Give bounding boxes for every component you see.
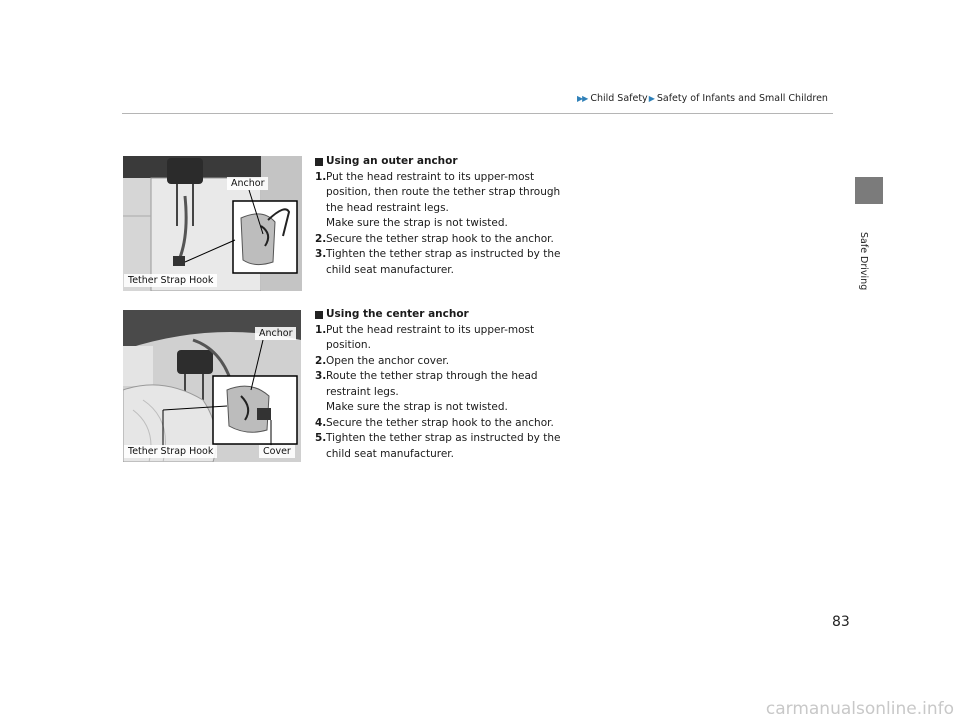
cover-callout: Cover (259, 445, 295, 458)
section-bullet-icon (315, 158, 323, 166)
tether-strap-hook-callout: Tether Strap Hook (124, 274, 217, 287)
section-tab-label: Safe Driving (858, 232, 869, 291)
breadcrumb-arrow-icon: ▶ (648, 94, 654, 103)
outer-anchor-drawing (123, 156, 302, 291)
step-item: 3. Route the tether strap through the head restraint legs. (315, 370, 538, 398)
watermark: carmanualsonline.info (765, 699, 954, 719)
step-item: 4. Secure the tether strap hook to the anchor. (315, 416, 554, 429)
page-number: 83 (832, 614, 850, 630)
tether-strap-hook-callout: Tether Strap Hook (124, 445, 217, 458)
section-title: Using an outer anchor (315, 154, 565, 170)
breadcrumb-arrow-icon: ▶▶ (577, 94, 588, 103)
outer-anchor-section (315, 154, 565, 278)
section-bullet-icon (315, 311, 323, 319)
center-anchor-illustration (123, 310, 301, 462)
section-title: Using the center anchor (315, 307, 565, 323)
step-item: 3. Tighten the tether strap as instructed by the child seat manufacturer. (315, 248, 561, 276)
breadcrumb-item-safety-infants[interactable]: Safety of Infants and Small Children (656, 93, 828, 104)
center-anchor-section (315, 307, 565, 462)
breadcrumb-item-child-safety[interactable]: Child Safety (590, 93, 648, 104)
step-note: Make sure the strap is not twisted. (326, 217, 508, 229)
step-item: 5. Tighten the tether strap as instructed by the child seat manufacturer. (315, 432, 561, 460)
breadcrumb (577, 93, 828, 104)
step-note: Make sure the strap is not twisted. (326, 401, 508, 413)
step-item: 2. Secure the tether strap hook to the anchor. (315, 232, 554, 245)
section-tab-marker[interactable] (855, 177, 883, 204)
step-item: 1. Put the head restraint to its upper-most position, then route the tether strap through the head restraint legs. (315, 170, 561, 214)
header-divider (122, 113, 833, 114)
outer-anchor-illustration (123, 156, 302, 291)
anchor-callout: Anchor (255, 327, 296, 340)
step-item: 1. Put the head restraint to its upper-most position. (315, 323, 535, 351)
anchor-callout: Anchor (227, 177, 268, 190)
step-item: 2. Open the anchor cover. (315, 354, 450, 367)
